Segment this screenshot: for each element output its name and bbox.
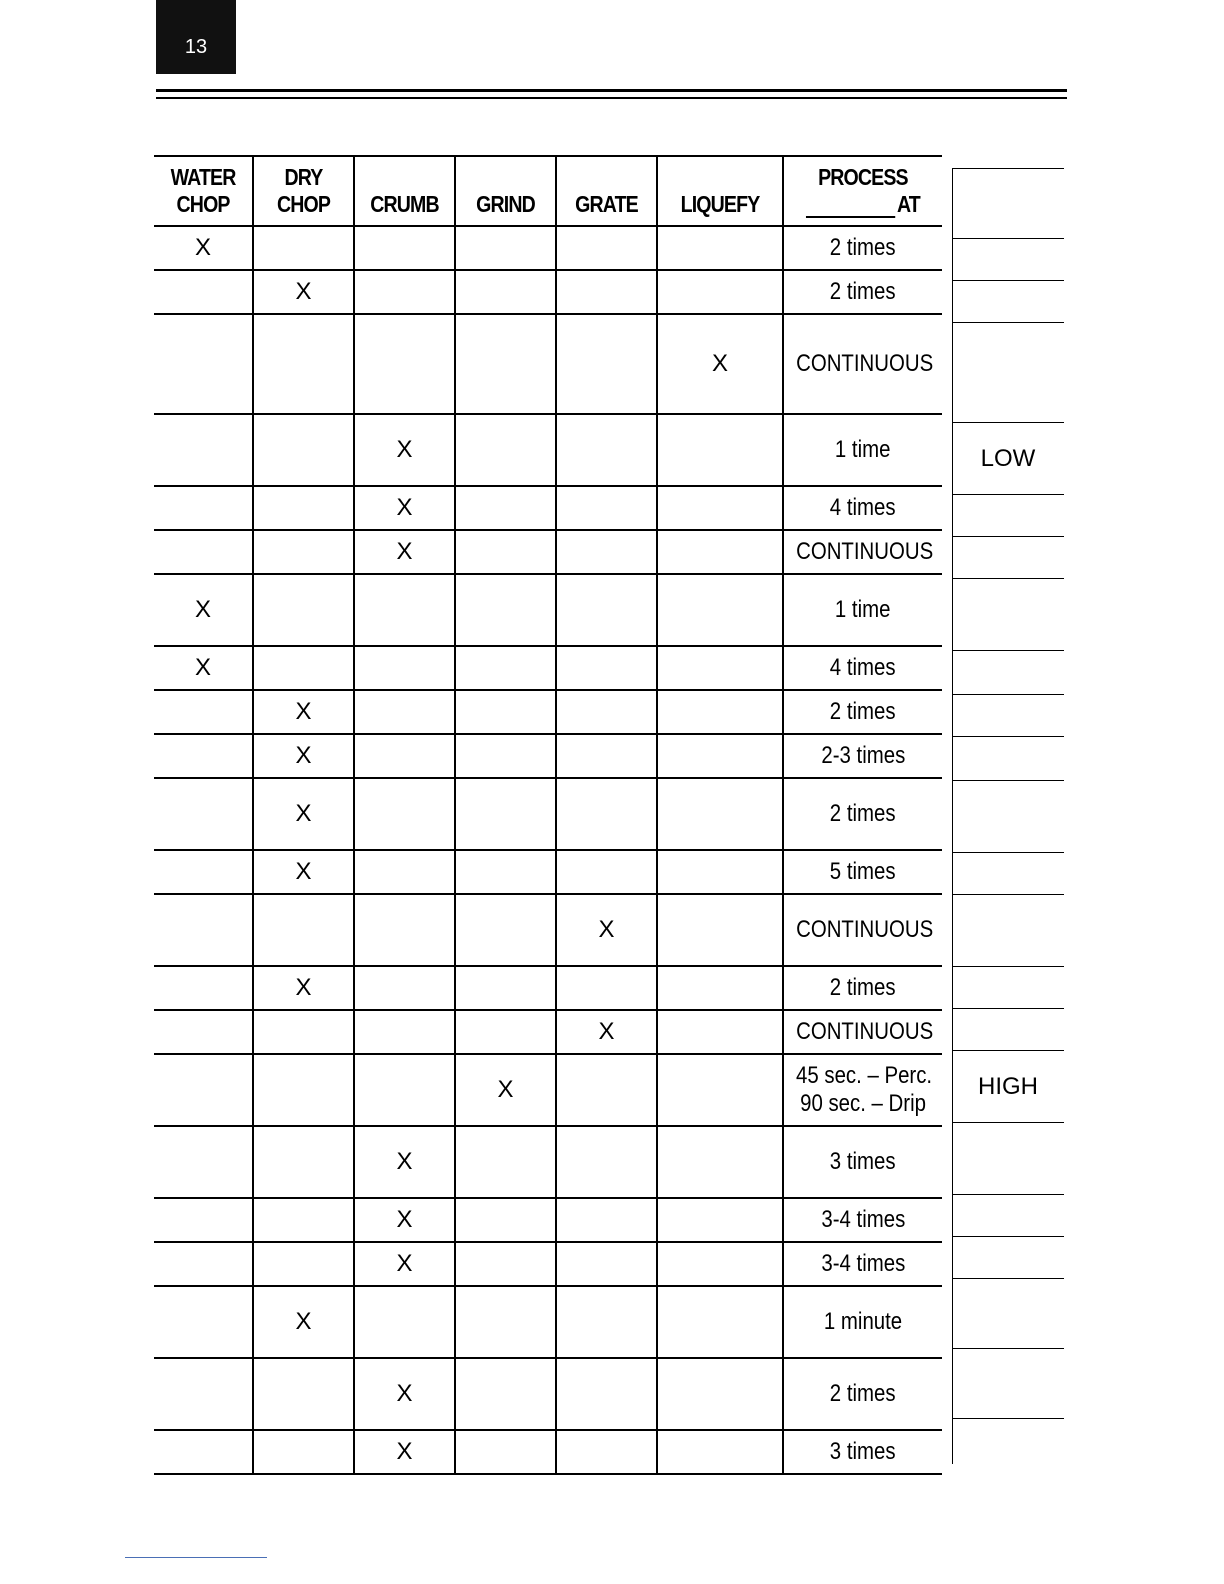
- empty-cell: [657, 966, 783, 1010]
- empty-cell: [154, 270, 253, 314]
- speed-cell: [952, 650, 1064, 695]
- speed-cell: [952, 1418, 1064, 1465]
- empty-cell: [556, 1242, 657, 1286]
- process-value: [783, 1242, 942, 1286]
- process-value: [783, 690, 942, 734]
- empty-cell: [455, 646, 556, 690]
- process-value: [783, 1198, 942, 1242]
- table-row: [154, 486, 942, 530]
- empty-cell: [354, 850, 455, 894]
- empty-cell: [253, 1358, 354, 1430]
- process-text: 1 time: [835, 596, 891, 623]
- empty-cell: [253, 530, 354, 574]
- empty-cell: [455, 734, 556, 778]
- table-row: [154, 1242, 942, 1286]
- process-text: CONTINUOUS: [796, 350, 934, 377]
- empty-cell: [455, 414, 556, 486]
- process-value: [783, 1286, 942, 1358]
- empty-cell: [253, 1198, 354, 1242]
- header-rule-bottom: [156, 97, 1067, 99]
- speed-low: LOW: [952, 422, 1064, 495]
- empty-cell: [455, 1430, 556, 1474]
- empty-cell: [154, 1242, 253, 1286]
- empty-cell: [556, 314, 657, 414]
- table-row: [154, 1430, 942, 1474]
- empty-cell: [657, 1430, 783, 1474]
- empty-cell: [253, 1054, 354, 1126]
- empty-cell: [354, 734, 455, 778]
- empty-cell: [253, 1126, 354, 1198]
- empty-cell: [556, 850, 657, 894]
- x-mark: X: [455, 1054, 556, 1126]
- empty-cell: [154, 486, 253, 530]
- speed-cell: [952, 1278, 1064, 1349]
- process-text: 2 times: [830, 974, 896, 1001]
- x-mark: X: [354, 486, 455, 530]
- empty-cell: [657, 1358, 783, 1430]
- process-text: 2 times: [830, 698, 896, 725]
- process-text: 3 times: [830, 1438, 896, 1465]
- process-text: CONTINUOUS: [796, 538, 934, 565]
- speed-cell: [952, 494, 1064, 537]
- speed-cell: [952, 578, 1064, 651]
- process-text: CONTINUOUS: [796, 916, 934, 943]
- empty-cell: [657, 646, 783, 690]
- empty-cell: [556, 1286, 657, 1358]
- header-crumb: CRUMB: [362, 156, 448, 226]
- empty-cell: [657, 894, 783, 966]
- table-row: [154, 530, 942, 574]
- empty-cell: [253, 1010, 354, 1054]
- table-row: [154, 574, 942, 646]
- empty-cell: [253, 486, 354, 530]
- process-value: [783, 1010, 942, 1054]
- empty-cell: [455, 850, 556, 894]
- header-grind: GRIND: [463, 156, 549, 226]
- empty-cell: [154, 1358, 253, 1430]
- x-mark: X: [253, 966, 354, 1010]
- empty-cell: [455, 1286, 556, 1358]
- empty-cell: [154, 530, 253, 574]
- process-value: [783, 734, 942, 778]
- empty-cell: [154, 1126, 253, 1198]
- process-text: 2 times: [830, 278, 896, 305]
- empty-cell: [657, 690, 783, 734]
- empty-cell: [556, 1054, 657, 1126]
- speed-cell: [952, 1348, 1064, 1419]
- x-mark: X: [556, 1010, 657, 1054]
- empty-cell: [154, 1198, 253, 1242]
- empty-cell: [154, 894, 253, 966]
- empty-cell: [657, 1126, 783, 1198]
- table-row: [154, 1358, 942, 1430]
- empty-cell: [556, 1126, 657, 1198]
- empty-cell: [556, 414, 657, 486]
- empty-cell: [354, 1010, 455, 1054]
- empty-cell: [253, 1430, 354, 1474]
- process-value: [783, 894, 942, 966]
- x-mark: X: [354, 1430, 455, 1474]
- empty-cell: [354, 778, 455, 850]
- x-mark: X: [253, 1286, 354, 1358]
- empty-cell: [455, 1010, 556, 1054]
- process-text: 2 times: [830, 800, 896, 827]
- process-value: [783, 226, 942, 270]
- x-mark: X: [354, 414, 455, 486]
- processing-chart: [154, 155, 942, 1475]
- process-value: [783, 966, 942, 1010]
- process-text: 2 times: [830, 1380, 896, 1407]
- empty-cell: [455, 966, 556, 1010]
- speed-cell: [952, 894, 1064, 967]
- empty-cell: [154, 314, 253, 414]
- header-row: [154, 156, 942, 226]
- empty-cell: [253, 646, 354, 690]
- table-row: [154, 270, 942, 314]
- empty-cell: [455, 486, 556, 530]
- process-text: CONTINUOUS: [796, 1018, 934, 1045]
- empty-cell: [556, 574, 657, 646]
- empty-cell: [657, 778, 783, 850]
- empty-cell: [556, 646, 657, 690]
- process-text: 5 times: [830, 858, 896, 885]
- speed-high: HIGH: [952, 1050, 1064, 1123]
- page-number: 13: [156, 0, 236, 74]
- empty-cell: [455, 1198, 556, 1242]
- x-mark: X: [354, 1242, 455, 1286]
- process-text: 45 sec. – Perc.: [796, 1062, 933, 1089]
- empty-cell: [455, 574, 556, 646]
- blank-line: [806, 196, 895, 218]
- empty-cell: [556, 690, 657, 734]
- process-value: [783, 414, 942, 486]
- empty-cell: [253, 414, 354, 486]
- header-water-chop: WATER CHOP: [161, 156, 245, 226]
- process-text: 4 times: [830, 654, 896, 681]
- empty-cell: [154, 966, 253, 1010]
- empty-cell: [154, 690, 253, 734]
- empty-cell: [657, 414, 783, 486]
- empty-cell: [253, 314, 354, 414]
- speed-cell: [952, 966, 1064, 1009]
- empty-cell: [556, 1198, 657, 1242]
- x-mark: X: [154, 226, 253, 270]
- x-mark: X: [154, 574, 253, 646]
- empty-cell: [556, 1430, 657, 1474]
- empty-cell: [657, 530, 783, 574]
- table-row: [154, 1010, 942, 1054]
- empty-cell: [556, 778, 657, 850]
- empty-cell: [354, 966, 455, 1010]
- process-value: [783, 1430, 942, 1474]
- table-row: [154, 1286, 942, 1358]
- empty-cell: [455, 690, 556, 734]
- process-value: [783, 270, 942, 314]
- process-text: 4 times: [830, 494, 896, 521]
- process-value: [783, 850, 942, 894]
- empty-cell: [556, 966, 657, 1010]
- speed-cell: [952, 1194, 1064, 1237]
- empty-cell: [455, 778, 556, 850]
- speed-cell: [952, 280, 1064, 323]
- empty-cell: [154, 1010, 253, 1054]
- speed-cell: [952, 694, 1064, 737]
- empty-cell: [657, 574, 783, 646]
- empty-cell: [354, 690, 455, 734]
- table-row: [154, 226, 942, 270]
- empty-cell: [657, 1286, 783, 1358]
- empty-cell: [455, 270, 556, 314]
- empty-cell: [556, 1358, 657, 1430]
- empty-cell: [253, 226, 354, 270]
- empty-cell: [657, 270, 783, 314]
- x-mark: X: [253, 778, 354, 850]
- process-value: [783, 530, 942, 574]
- empty-cell: [354, 894, 455, 966]
- x-mark: X: [354, 1358, 455, 1430]
- empty-cell: [657, 734, 783, 778]
- empty-cell: [354, 1054, 455, 1126]
- empty-cell: [354, 270, 455, 314]
- speed-cell: [952, 238, 1064, 281]
- process-value: [783, 486, 942, 530]
- empty-cell: [455, 1126, 556, 1198]
- empty-cell: [556, 270, 657, 314]
- empty-cell: [657, 850, 783, 894]
- x-mark: X: [253, 270, 354, 314]
- empty-cell: [657, 1010, 783, 1054]
- empty-cell: [154, 850, 253, 894]
- process-text: 3-4 times: [821, 1206, 905, 1233]
- empty-cell: [657, 486, 783, 530]
- empty-cell: [354, 646, 455, 690]
- empty-cell: [556, 734, 657, 778]
- empty-cell: [657, 1242, 783, 1286]
- empty-cell: [657, 1198, 783, 1242]
- table-row: [154, 966, 942, 1010]
- empty-cell: [354, 226, 455, 270]
- speed-cell: [952, 322, 1064, 423]
- table-row: [154, 646, 942, 690]
- x-mark: X: [354, 530, 455, 574]
- empty-cell: [455, 1358, 556, 1430]
- x-mark: X: [253, 690, 354, 734]
- x-mark: X: [657, 314, 783, 414]
- process-text: 2-3 times: [821, 742, 905, 769]
- speed-cell: [952, 1122, 1064, 1195]
- empty-cell: [657, 1054, 783, 1126]
- table-row: [154, 690, 942, 734]
- empty-cell: [253, 1242, 354, 1286]
- speed-cell: [952, 780, 1064, 853]
- process-value: [783, 574, 942, 646]
- empty-cell: [556, 226, 657, 270]
- x-mark: X: [354, 1126, 455, 1198]
- empty-cell: [455, 226, 556, 270]
- empty-cell: [455, 530, 556, 574]
- speed-cell: [952, 736, 1064, 781]
- speed-cell: [952, 1008, 1064, 1051]
- empty-cell: [455, 1242, 556, 1286]
- empty-cell: [455, 894, 556, 966]
- process-value: [783, 1358, 942, 1430]
- x-mark: X: [154, 646, 253, 690]
- process-text: 90 sec. – Drip: [800, 1090, 926, 1117]
- table-row: [154, 314, 942, 414]
- empty-cell: [154, 1286, 253, 1358]
- header-dry-chop: DRY CHOP: [261, 156, 347, 226]
- speed-cell: [952, 536, 1064, 579]
- table-row: [154, 1126, 942, 1198]
- speed-cell: [952, 852, 1064, 895]
- header-rule-top: [156, 89, 1067, 92]
- x-mark: X: [556, 894, 657, 966]
- table-row: [154, 894, 942, 966]
- footer-link-line: [125, 1557, 267, 1558]
- empty-cell: [154, 1054, 253, 1126]
- empty-cell: [657, 226, 783, 270]
- speed-cell: [952, 1236, 1064, 1279]
- header-grate: GRATE: [564, 156, 650, 226]
- process-value: [783, 778, 942, 850]
- empty-cell: [556, 530, 657, 574]
- header-process-at: PROCESS AT: [795, 156, 930, 226]
- process-value: [783, 314, 942, 414]
- speed-cell: [952, 168, 1064, 239]
- process-value: [783, 646, 942, 690]
- x-mark: X: [354, 1198, 455, 1242]
- process-text: 3 times: [830, 1148, 896, 1175]
- empty-cell: [154, 1430, 253, 1474]
- empty-cell: [556, 486, 657, 530]
- process-text: 3-4 times: [821, 1250, 905, 1277]
- table-row: [154, 1054, 942, 1126]
- process-value: [783, 1054, 942, 1126]
- empty-cell: [154, 734, 253, 778]
- x-mark: X: [253, 850, 354, 894]
- process-text: 1 time: [835, 436, 891, 463]
- empty-cell: [253, 894, 354, 966]
- process-text: 1 minute: [823, 1308, 903, 1335]
- table-row: [154, 1198, 942, 1242]
- empty-cell: [455, 314, 556, 414]
- table-row: [154, 850, 942, 894]
- table-row: [154, 414, 942, 486]
- empty-cell: [154, 778, 253, 850]
- header-liquefy: LIQUEFY: [666, 156, 773, 226]
- process-value: [783, 1126, 942, 1198]
- x-mark: X: [253, 734, 354, 778]
- empty-cell: [253, 574, 354, 646]
- empty-cell: [354, 314, 455, 414]
- table-row: [154, 734, 942, 778]
- empty-cell: [354, 1286, 455, 1358]
- table-row: [154, 778, 942, 850]
- empty-cell: [354, 574, 455, 646]
- process-text: 2 times: [830, 234, 896, 261]
- empty-cell: [154, 414, 253, 486]
